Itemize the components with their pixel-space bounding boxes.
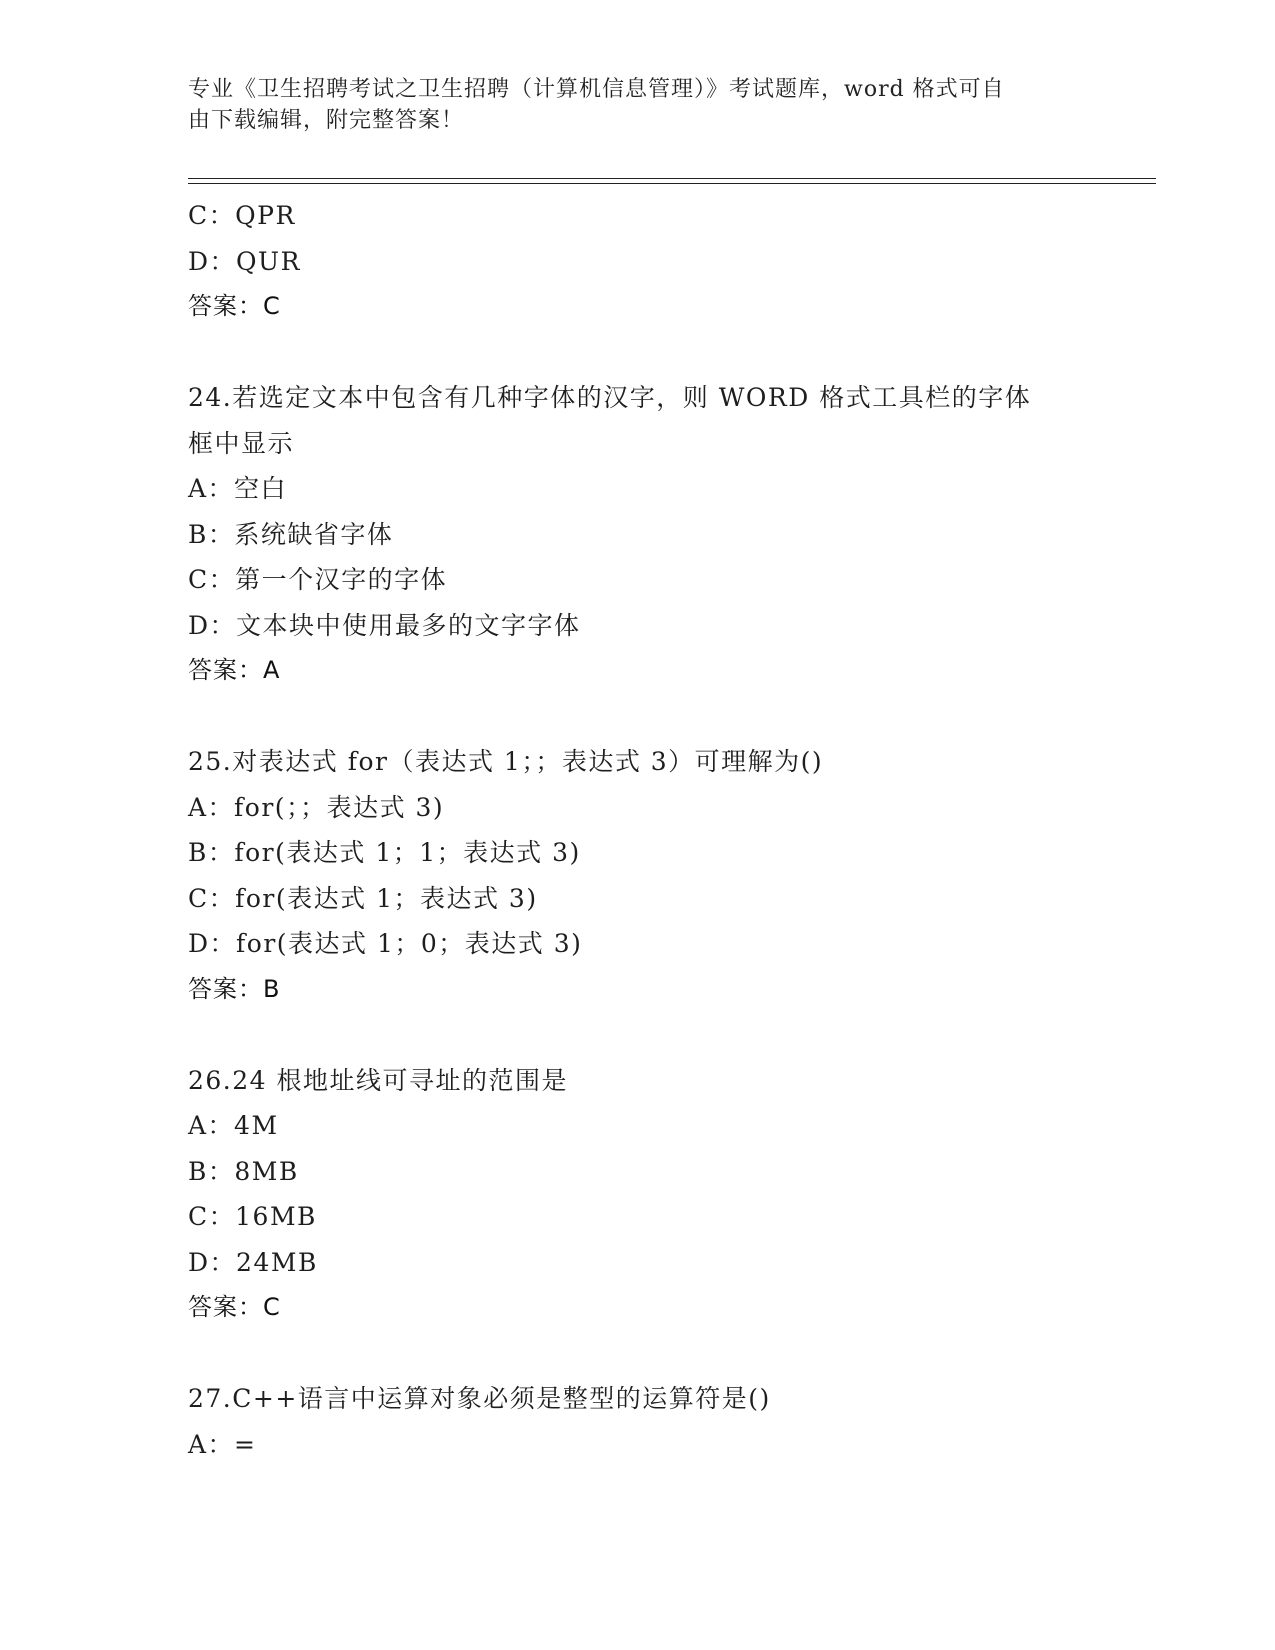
answer-line: 答案：C — [188, 292, 281, 320]
option-b: B：for(表达式 1；1；表达式 3) — [188, 838, 581, 867]
option-c: C：for(表达式 1；表达式 3) — [188, 883, 538, 913]
question-27 — [188, 1376, 1088, 1467]
question-stem-continued: 框中显示 — [188, 428, 295, 458]
answer-line: 答案：C — [188, 1293, 281, 1321]
question-25 — [188, 739, 1088, 1012]
option-a: A：for(；；表达式 3) — [188, 792, 445, 822]
answer-line: 答案：A — [188, 656, 281, 684]
header-rule-bottom — [188, 183, 1156, 184]
question-stem: 24.若选定文本中包含有几种字体的汉字，则 WORD 格式工具栏的字体 — [188, 383, 1032, 412]
question-list — [188, 193, 1088, 1467]
header-line-1: 专业《卫生招聘考试之卫生招聘（计算机信息管理）》考试题库，word 格式可自 — [188, 77, 1005, 102]
option-c: C：16MB — [188, 1202, 317, 1231]
header-rule-top — [188, 178, 1156, 179]
option-d: D：for(表达式 1；0；表达式 3) — [188, 929, 583, 958]
question-spacer — [188, 330, 1088, 376]
question-stem: 27.C++语言中运算对象必须是整型的运算符是() — [188, 1384, 771, 1413]
answer-line: 答案：B — [188, 974, 281, 1003]
question-stem: 26.24 根地址线可寻址的范围是 — [188, 1065, 569, 1095]
question-23-continued — [188, 193, 1088, 330]
question-26 — [188, 1058, 1088, 1331]
question-24 — [188, 375, 1088, 694]
option-a: A：空白 — [188, 474, 288, 503]
option-b: B：8MB — [188, 1156, 299, 1186]
question-spacer — [188, 1331, 1088, 1377]
option-a: A：= — [188, 1429, 257, 1459]
option-d: D：QUR — [188, 246, 301, 276]
document-header — [188, 74, 1068, 136]
option-b: B：系统缺省字体 — [188, 519, 394, 549]
question-spacer — [188, 1012, 1088, 1058]
question-stem: 25.对表达式 for（表达式 1；；表达式 3）可理解为() — [188, 747, 824, 776]
option-d: D：文本块中使用最多的文字字体 — [188, 610, 581, 640]
option-c: C：第一个汉字的字体 — [188, 565, 448, 594]
option-c: C：QPR — [188, 201, 296, 230]
question-spacer — [188, 694, 1088, 740]
option-d: D：24MB — [188, 1247, 318, 1277]
header-line-2: 由下载编辑，附完整答案！ — [188, 108, 465, 133]
option-a: A：4M — [188, 1111, 279, 1140]
